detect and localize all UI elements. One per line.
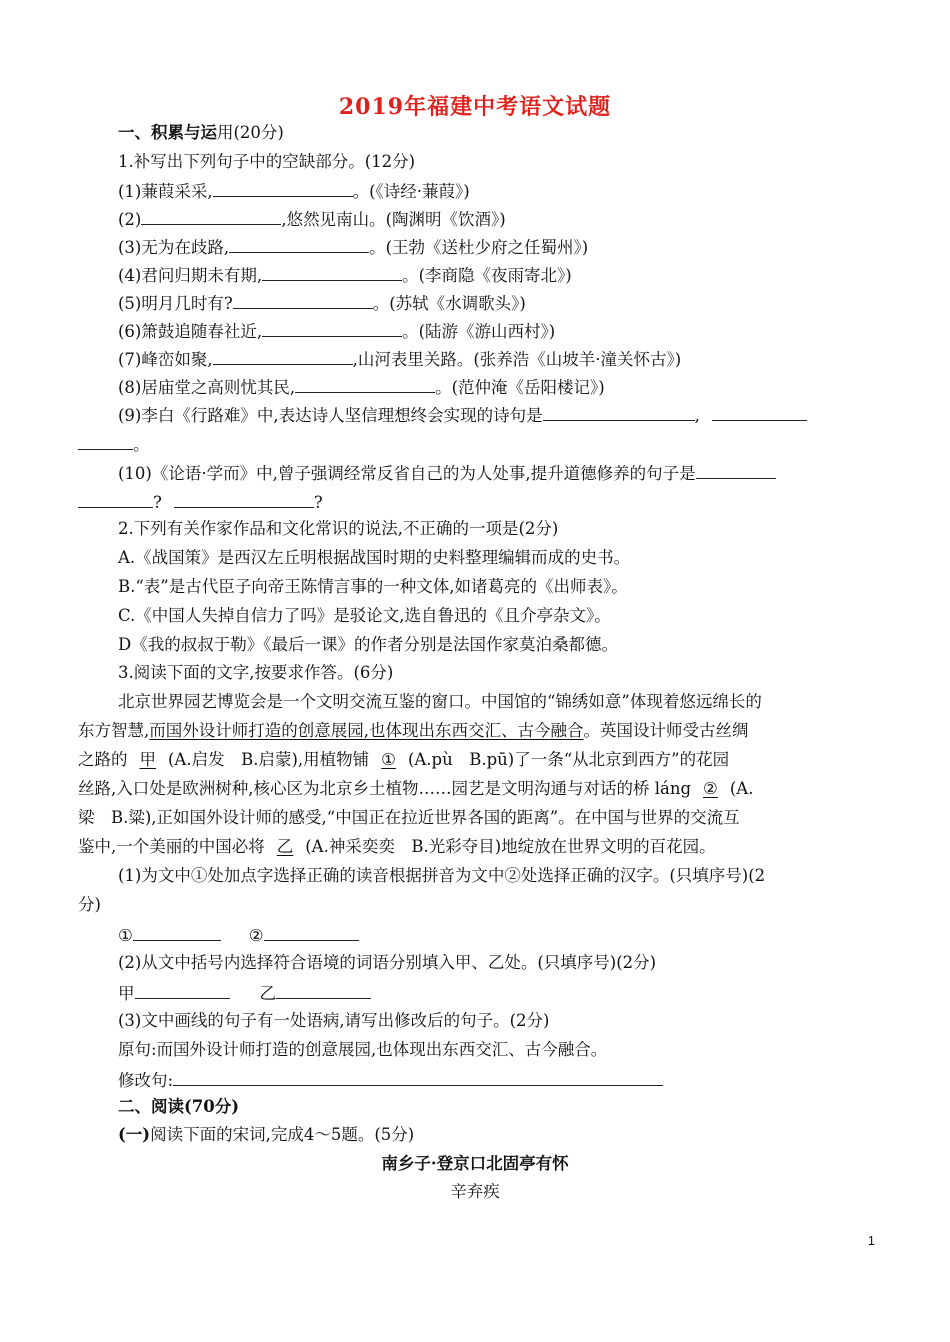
q1-line-2-b: ,悠然见南山。(陶渊明《饮酒》) — [281, 210, 506, 229]
q1-line-2-a: (2) — [118, 210, 142, 229]
q3-passage-2 — [78, 720, 749, 742]
q3-sub-2: (2)从文中括号内选择符合语境的词语分别填入甲、乙处。(只填序号)(2分) — [118, 953, 657, 972]
answer-blank — [213, 347, 353, 365]
q3-passage-2-b: 。英国设计师受古丝绸 — [583, 721, 749, 740]
underlined-sentence: 而国外设计师打造的创意展园,也体现出东西交汇、古今融合 — [149, 721, 584, 740]
blank-1: ① — [381, 750, 396, 769]
q1-line-3-b: 。(王勃《送杜少府之任蜀州》) — [369, 238, 589, 257]
answer-blank — [264, 923, 359, 941]
q1-line-2 — [118, 207, 506, 231]
q3-passage-6 — [78, 836, 716, 858]
q1-line-8 — [118, 375, 605, 399]
q1-line-4 — [118, 263, 572, 287]
section-1-heading-tail: 用(20分) — [217, 123, 284, 142]
reading-1-intro — [118, 1124, 414, 1146]
reading-1-instruction: 阅读下面的宋词,完成4～5题。(5分) — [150, 1125, 415, 1144]
q1-line-5-b: 。(苏轼《水调歌头》) — [372, 294, 526, 313]
answer-blank — [233, 291, 373, 309]
q1-line-5-a: (5)明月几时有? — [118, 294, 233, 313]
q3-revised-sentence — [118, 1068, 663, 1092]
answer-label-2: ② — [248, 926, 264, 945]
q3-sub-1-cont: 分) — [78, 895, 101, 914]
q3-sub-1-answers — [118, 923, 359, 947]
q1-line-1-b: 。(《诗经·蒹葭》) — [352, 182, 470, 201]
q3-passage-4-b: (A. — [729, 779, 754, 798]
q3-passage-1: 北京世界园艺博览会是一个文明交流互鉴的窗口。中国馆的“锦绣如意”体现着悠远绵长的 — [118, 692, 762, 711]
answer-blank — [133, 923, 221, 941]
q1-line-9-a: (9)李白《行路难》中,表达诗人坚信理想终会实现的诗句是 — [118, 406, 543, 425]
q1-line-1 — [118, 179, 470, 203]
q1-line-9-cont — [78, 432, 150, 456]
q1-stem: 1.补写出下列句子中的空缺部分。(12分) — [118, 152, 416, 171]
q3-passage-6-a: 鉴中,一个美丽的中国必将 — [78, 837, 265, 856]
q3-passage-4 — [78, 778, 753, 800]
q1-line-3 — [118, 235, 588, 259]
q3-sub-3: (3)文中画线的句子有一处语病,请写出修改后的句子。(2分) — [118, 1011, 550, 1030]
q2-option-c: C.《中国人失掉自信力了吗》是驳论文,选自鲁迅的《且介亭杂文》。 — [118, 606, 611, 625]
revised-label: 修改句: — [118, 1071, 174, 1090]
section-1-heading-bold: 一、积累与运 — [118, 123, 217, 142]
q1-line-4-b: 。(李商隐《夜雨寄北》) — [402, 266, 572, 285]
q1-line-1-a: (1)蒹葭采采, — [118, 182, 213, 201]
answer-blank — [135, 981, 230, 999]
q1-line-10-b: ? — [153, 493, 162, 512]
q1-line-7 — [118, 347, 681, 371]
q1-line-8-a: (8)居庙堂之高则忧其民, — [118, 378, 296, 397]
q3-passage-3-c: (A.pù B.pū)了一条“从北京到西方”的花园 — [407, 750, 730, 769]
q1-line-9-b: , — [694, 406, 700, 425]
answer-blank — [295, 375, 435, 393]
q1-line-7-a: (7)峰峦如聚, — [118, 350, 213, 369]
answer-blank — [78, 490, 153, 508]
q3-sub-1: (1)为文中①处加点字选择正确的读音根据拼音为文中②处选择正确的汉字。(只填序号)(2 — [118, 866, 766, 885]
q1-line-6-b: 。(陆游《游山西村》) — [402, 322, 556, 341]
q1-line-3-a: (3)无为在歧路, — [118, 238, 230, 257]
q2-stem: 2.下列有关作家作品和文化常识的说法,不正确的一项是(2分) — [118, 519, 559, 538]
answer-blank — [141, 207, 281, 225]
q1-line-6 — [118, 319, 555, 343]
q1-line-5 — [118, 291, 526, 315]
section-2-heading: 二、阅读(70分) — [118, 1097, 240, 1116]
blank-2: ② — [703, 779, 718, 798]
q1-line-6-a: (6)箫鼓追随春社近, — [118, 322, 263, 341]
q1-line-7-b: ,山河表里关路。(张养浩《山坡羊·潼关怀古》) — [352, 350, 682, 369]
page-number: 1 — [867, 1233, 875, 1248]
q3-passage-3 — [78, 749, 729, 771]
answer-blank — [174, 490, 314, 508]
q3-passage-4-a: 丝路,入口处是欧洲树种,核心区为北京乡土植物……园艺是文明沟通与对话的桥 láng — [78, 779, 692, 798]
q2-option-d: D《我的叔叔于勒》《最后一课》的作者分别是法国作家莫泊桑都德。 — [118, 635, 618, 654]
answer-blank — [78, 432, 133, 450]
answer-label-jia: 甲 — [118, 984, 135, 1003]
q3-original-sentence: 原句:而国外设计师打造的创意展园,也体现出东西交汇、古今融合。 — [118, 1040, 608, 1059]
q1-line-4-a: (4)君问归期未有期, — [118, 266, 263, 285]
answer-blank — [262, 263, 402, 281]
answer-blank — [696, 461, 776, 479]
q1-line-9 — [118, 403, 807, 427]
answer-blank — [229, 235, 369, 253]
poem-title: 南乡子·登京口北固亭有怀 — [381, 1154, 569, 1173]
q1-line-8-b: 。(范仲淹《岳阳楼记》) — [435, 378, 605, 397]
q3-passage-2-a: 东方智慧, — [78, 721, 150, 740]
answer-blank — [173, 1068, 663, 1086]
q3-stem: 3.阅读下面的文字,按要求作答。(6分) — [118, 663, 394, 682]
q3-passage-3-b: (A.启发 B.启蒙),用植物铺 — [168, 750, 370, 769]
answer-blank — [543, 403, 695, 421]
q2-option-b: B.“表”是古代臣子向帝王陈情言事的一种文体,如诸葛亮的《出师表》。 — [118, 577, 628, 596]
blank-jia: 甲 — [139, 750, 156, 769]
blank-yi: 乙 — [276, 837, 294, 856]
answer-blank — [262, 319, 402, 337]
q1-line-10 — [118, 461, 776, 485]
poem-author: 辛弃疾 — [450, 1182, 500, 1201]
q3-passage-3-a: 之路的 — [78, 750, 128, 769]
q2-option-a: A.《战国策》是西汉左丘明根据战国时期的史料整理编辑而成的史书。 — [118, 548, 631, 567]
q1-line-9-c: 。 — [133, 435, 150, 454]
q1-line-10-c: ? — [313, 493, 323, 512]
q1-line-10-a: (10)《论语·学而》中,曾子强调经常反省自己的为人处事,提升道德修养的句子是 — [118, 464, 696, 483]
answer-blank — [213, 179, 353, 197]
answer-label-1: ① — [118, 926, 133, 945]
q1-line-10-cont — [78, 490, 323, 514]
q3-passage-5: 梁 B.粱),正如国外设计师的感受,“中国正在拉近世界各国的距离”。在中国与世界的交流互 — [78, 808, 740, 827]
reading-1-number: (一) — [118, 1125, 151, 1144]
answer-blank — [276, 981, 371, 999]
q3-sub-2-answers — [118, 981, 371, 1005]
answer-label-yi: 乙 — [259, 984, 276, 1003]
section-1-heading — [118, 122, 284, 144]
q3-passage-6-b: (A.神采奕奕 B.光彩夺目)地绽放在世界文明的百花园。 — [305, 837, 716, 856]
exam-title: 2019年福建中考语文试题 — [338, 94, 612, 120]
answer-blank — [712, 403, 807, 421]
